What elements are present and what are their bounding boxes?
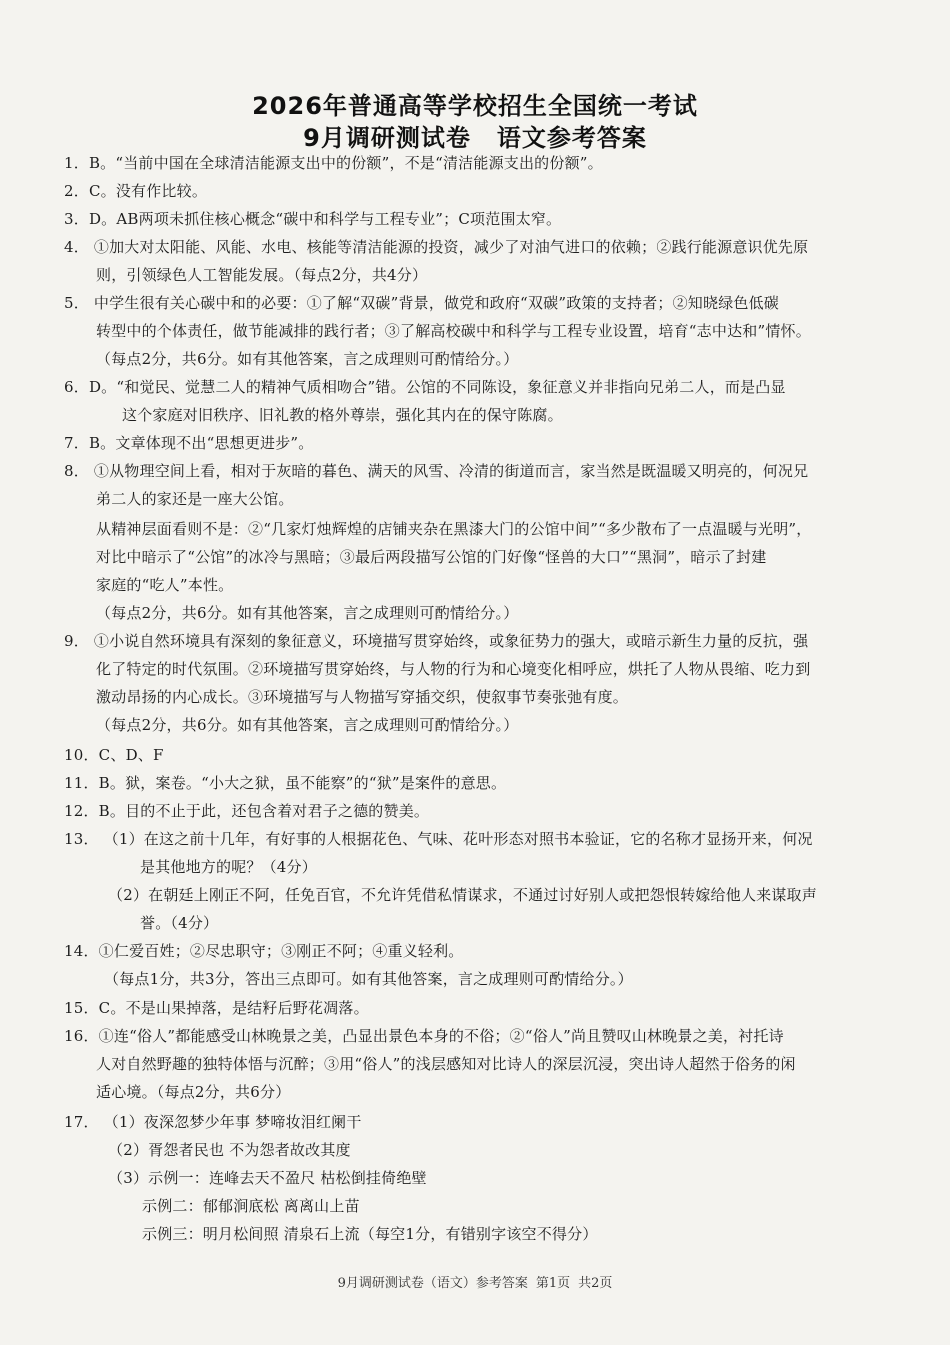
answer-8-cont: 弟二人的家还是一座大公馆。 xyxy=(96,490,294,508)
answer-9: 9． ①小说自然环境具有深刻的象征意义，环境描写贯穿始终，或象征势力的强大，或暗示新生力量的反抗，强 xyxy=(64,632,809,650)
answer-3: 3．D。AB两项未抓住核心概念“碳中和科学与工程专业”；C项范围太窄。 xyxy=(64,210,562,228)
answer-17-example3: 示例三：明月松间照 清泉石上流（每空1分，有错别字该空不得分） xyxy=(142,1225,598,1243)
answer-8-scoring: （每点2分，共6分。如有其他答案，言之成理则可酌情给分。） xyxy=(96,604,519,622)
answer-5-scoring: （每点2分，共6分。如有其他答案，言之成理则可酌情给分。） xyxy=(96,350,519,368)
page-footer xyxy=(0,1272,950,1291)
footer-page-number: 第1页 xyxy=(535,1276,571,1291)
answer-2: 2．C。没有作比较。 xyxy=(64,182,208,200)
answer-7: 7．B。文章体现不出“思想更进步”。 xyxy=(64,434,314,452)
answer-8: 8． ①从物理空间上看，相对于灰暗的暮色、满天的风雪、冷清的街道而言，家当然是既温暖又明亮的，何况兄 xyxy=(64,462,809,480)
answer-1: 1．B。“当前中国在全球清洁能源支出中的份额”，不是“清洁能源支出的份额”。 xyxy=(64,154,603,172)
answer-5: 5． 中学生很有关心碳中和的必要：①了解“双碳”背景，做党和政府“双碳”政策的支持者；②知晓绿色低碳 xyxy=(64,294,779,312)
exam-subtitle xyxy=(0,118,950,153)
answer-9-scoring: （每点2分，共6分。如有其他答案，言之成理则可酌情给分。） xyxy=(96,716,519,734)
answer-14-scoring: （每点1分，共3分，答出三点即可。如有其他答案，言之成理则可酌情给分。） xyxy=(104,970,633,988)
footer-page-total: 共2页 xyxy=(578,1276,613,1291)
answer-8-cont: 对比中暗示了“公馆”的冰冷与黑暗；③最后两段描写公馆的门好像“怪兽的大口”“黑洞”，暗示了封建 xyxy=(96,548,767,566)
answer-17-example2: 示例二：郁郁涧底松 离离山上苗 xyxy=(142,1197,360,1215)
answer-17-part2: （2）胥怨者民也 不为怨者故改其度 xyxy=(108,1141,351,1159)
answer-13-part2-cont: 誉。（4分） xyxy=(140,914,219,932)
answer-17-part3: （3）示例一：连峰去天不盈尺 枯松倒挂倚绝壁 xyxy=(108,1169,427,1187)
exam-title: 2026年普通高等学校招生全国统一考试 xyxy=(252,92,698,120)
answer-14: 14．①仁爱百姓；②尽忠职守；③刚正不阿；④重义轻利。 xyxy=(64,942,464,960)
answer-16-cont: 适心境。（每点2分，共6分） xyxy=(96,1083,291,1101)
answer-4: 4． ①加大对太阳能、风能、水电、核能等清洁能源的投资，减少了对油气进口的依赖；②践行能源意识优先原 xyxy=(64,238,809,256)
answer-17: 17． （1）夜深忽梦少年事 梦啼妆泪红阑干 xyxy=(64,1113,362,1131)
answer-8-cont: 家庭的“吃人”本性。 xyxy=(96,576,234,594)
answer-9-cont: 激动昂扬的内心成长。③环境描写与人物描写穿插交织，使叙事节奏张弛有度。 xyxy=(96,688,629,706)
answer-13-part2: （2）在朝廷上刚正不阿，任免百官，不允许凭借私情谋求，不通过讨好别人或把怨恨转嫁给他人来谋取声 xyxy=(108,886,817,904)
subtitle-test-name: 9月调研测试卷 xyxy=(303,124,471,152)
answer-12: 12．B。目的不止于此，还包含着对君子之德的赞美。 xyxy=(64,802,430,820)
answer-16: 16．①连“俗人”都能感受山林晚景之美，凸显出景色本身的不俗；②“俗人”尚且赞叹山林晚景之美，衬托诗 xyxy=(64,1027,784,1045)
answer-8-cont: 从精神层面看则不是：②“几家灯烛辉煌的店铺夹杂在黑漆大门的公馆中间”“多少散布了一点温暖与光明”， xyxy=(96,520,812,538)
answer-15: 15．C。不是山果掉落，是结籽后野花凋落。 xyxy=(64,999,369,1017)
footer-doc-name: 9月调研测试卷（语文）参考答案 xyxy=(337,1276,528,1291)
answer-16-cont: 人对自然野趣的独特体悟与沉醉；③用“俗人”的浅层感知对比诗人的深层沉浸，突出诗人超然于俗务的闲 xyxy=(96,1055,796,1073)
answer-13-cont: 是其他地方的呢？（4分） xyxy=(140,858,317,876)
answer-4-cont: 则，引领绿色人工智能发展。（每点2分，共4分） xyxy=(96,266,428,284)
answer-6-cont: 这个家庭对旧秩序、旧礼教的格外尊崇，强化其内在的保守陈腐。 xyxy=(122,406,563,424)
answer-10: 10．C、D、F xyxy=(64,746,164,764)
subtitle-answer-key: 语文参考答案 xyxy=(496,124,647,152)
answer-13: 13． （1）在这之前十几年，有好事的人根据花色、气味、花叶形态对照书本验证，它的名称才显扬开来，何况 xyxy=(64,830,813,848)
answer-11: 11．B。狱，案卷。“小大之狱，虽不能察”的“狱”是案件的意思。 xyxy=(64,774,507,792)
answer-6: 6．D。“和觉民、觉慧二人的精神气质相吻合”错。公馆的不同陈设，象征意义并非指向兄弟二人，而是凸显 xyxy=(64,378,786,396)
answer-9-cont: 化了特定的时代氛围。②环境描写贯穿始终，与人物的行为和心境变化相呼应，烘托了人物从畏缩、吃力到 xyxy=(96,660,811,678)
answer-5-cont: 转型中的个体责任，做节能减排的践行者；③了解高校碳中和科学与工程专业设置，培育“志中达和”情怀。 xyxy=(96,322,811,340)
